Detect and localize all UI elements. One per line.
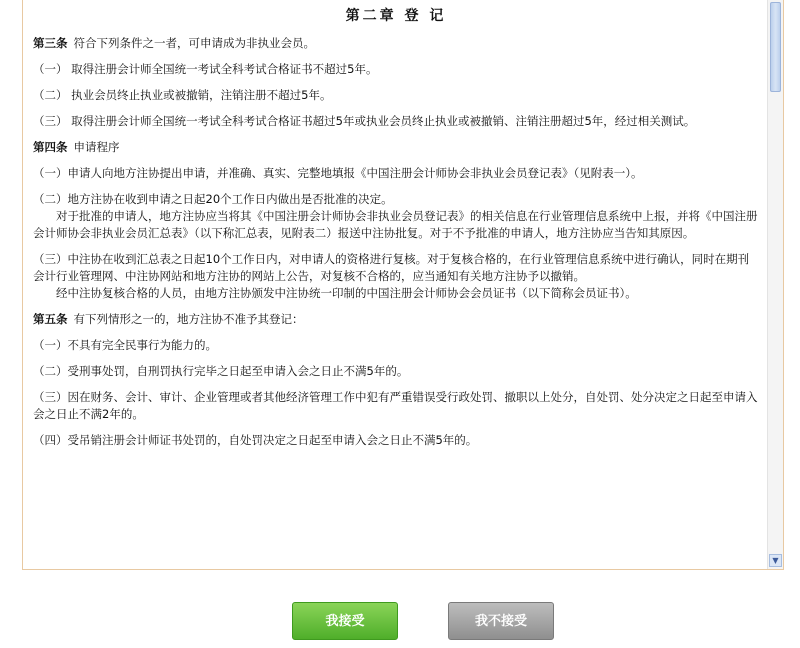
article-5-item-1: （一）不具有完全民事行为能力的。: [33, 338, 217, 352]
agreement-text: [33, 6, 759, 569]
agreement-panel: [22, 0, 784, 570]
article-3-text: 符合下列条件之一者，可申请成为非执业会员。: [73, 36, 315, 50]
article-3-head: 第三条: [33, 36, 68, 50]
article-5-item-3: （三）因在财务、会计、审计、企业管理或者其他经济管理工作中犯有严重错误受行政处罚、撤职以上处分，自处罚、处分决定之日起至申请入会之日止不满2年的。: [33, 390, 758, 421]
article-3-item-2: （二） 执业会员终止执业或被撤销，注销注册不超过5年。: [33, 88, 332, 102]
article-3-item-3: （三） 取得注册会计师全国统一考试全科考试合格证书超过5年或执业会员终止执业或被撤销、注销注册超过5年，经过相关测试。: [33, 114, 696, 128]
article-4-item-3-detail: 经中注协复核合格的人员，由地方注协颁发中注协统一印制的中国注册会计师协会会员证书（以下简称会员证书）。: [56, 286, 637, 300]
article-4-text: 申请程序: [73, 140, 120, 154]
vertical-scrollbar[interactable]: [767, 0, 783, 569]
article-3-item-1: （一） 取得注册会计师全国统一考试全科考试合格证书不超过5年。: [33, 62, 378, 76]
article-5-head: 第五条: [33, 312, 68, 326]
article-4-item-2-detail: 对于批准的申请人，地方注协应当将其《中国注册会计师协会非执业会员登记表》的相关信息在行业管理信息系统中上报，并将《中国注册会计师协会非执业会员汇总表》（以下称汇总表，见附表二）报送中注协批复。对于不予批准的申请人，地方注协应当告知其原因。: [33, 209, 758, 240]
accept-button[interactable]: 我接受: [292, 602, 398, 640]
article-5-text: 有下列情形之一的，地方注协不准予其登记：: [73, 312, 304, 326]
article-5-item-2: （二）受刑事处罚，自刑罚执行完毕之日起至申请入会之日止不满5年的。: [33, 364, 409, 378]
scroll-down-arrow-icon[interactable]: ▼: [769, 554, 782, 567]
reject-button[interactable]: 我不接受: [448, 602, 554, 640]
article-4-item-2: （二）地方注协在收到申请之日起20个工作日内做出是否批准的决定。: [33, 192, 393, 206]
article-5-item-4: （四）受吊销注册会计师证书处罚的，自处罚决定之日起至申请入会之日止不满5年的。: [33, 433, 478, 447]
article-5: [33, 311, 759, 328]
article-4: [33, 139, 759, 156]
chapter-title: 第二章 登 记: [345, 8, 447, 24]
article-3: [33, 35, 759, 52]
article-4-item-3: （三）中注协在收到汇总表之日起10个工作日内，对申请人的资格进行复核。对于复核合格的，在行业管理信息系统中进行确认，同时在期刊会计行业管理网、中注协网站和地方注协的网站上公告，对复核不合格的，应当通知有关地方注协予以撤销。: [33, 252, 750, 283]
article-4-item-1: （一）申请人向地方注协提出申请，并准确、真实、完整地填报《中国注册会计师协会非执业会员登记表》（见附表一）。: [33, 166, 643, 180]
scrollbar-thumb[interactable]: [770, 2, 781, 92]
article-4-head: 第四条: [33, 140, 68, 154]
